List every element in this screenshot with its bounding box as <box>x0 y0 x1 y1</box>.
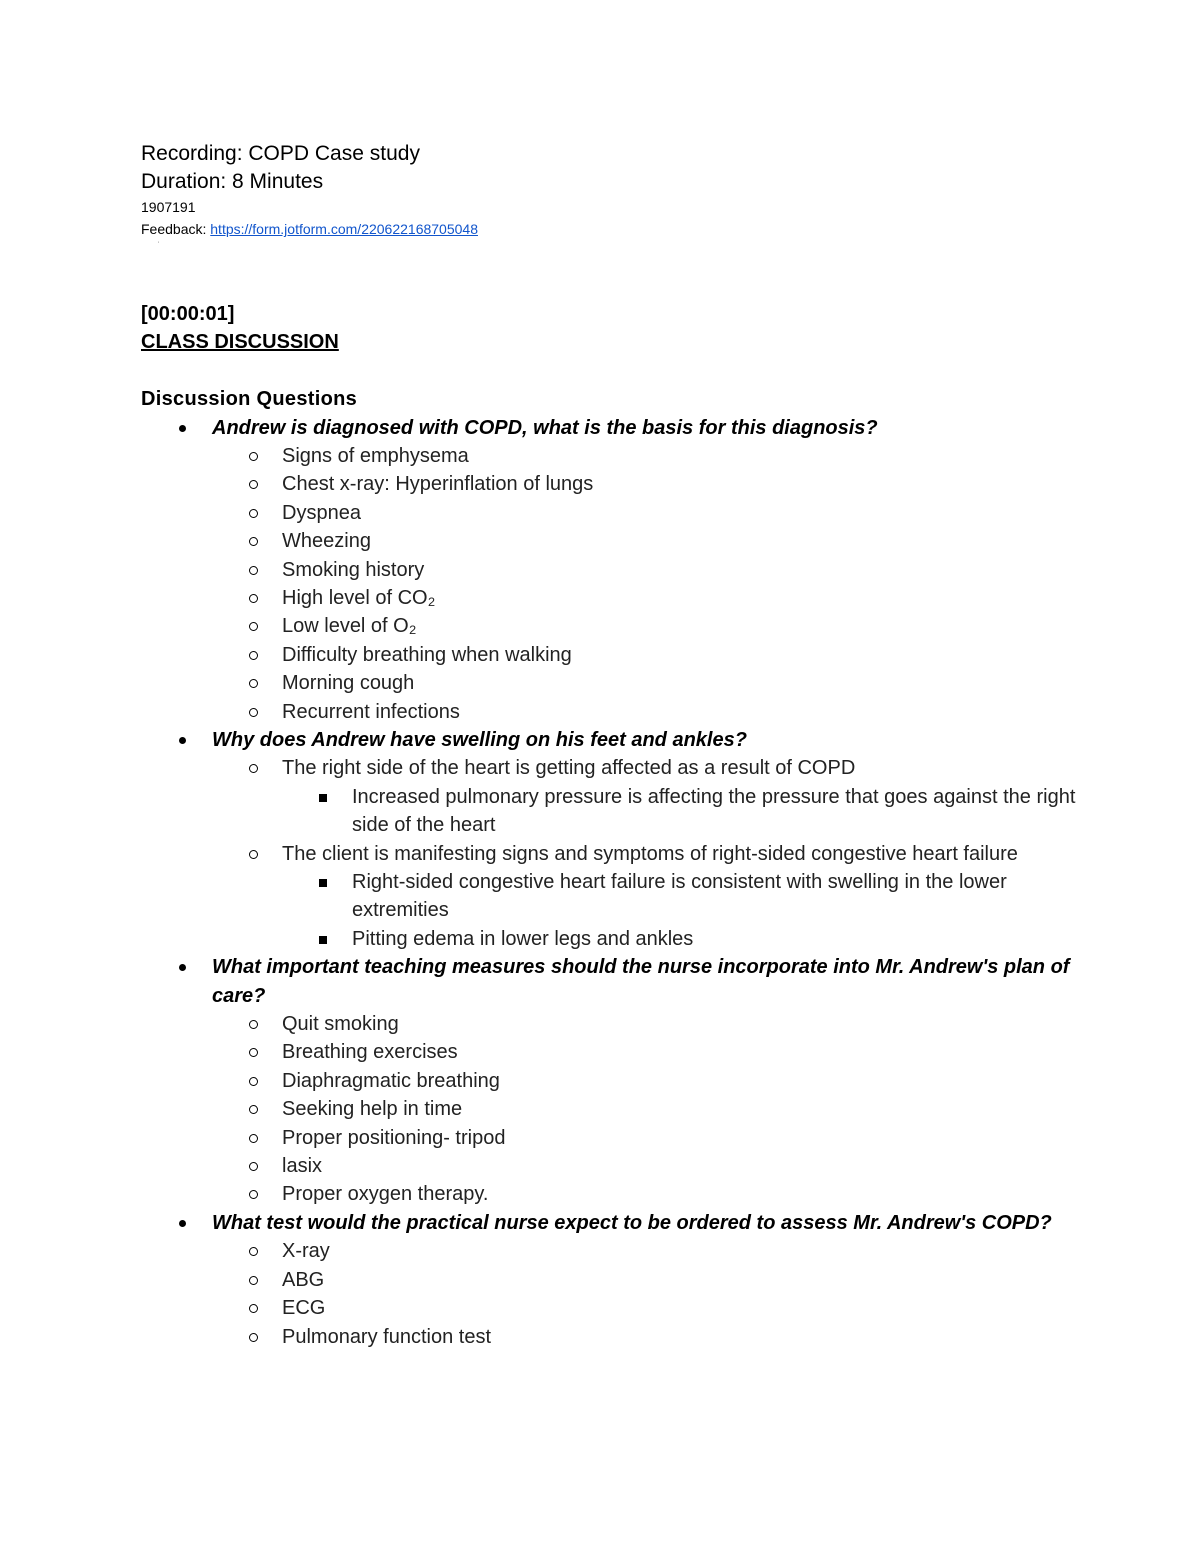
answer-item <box>212 612 1081 640</box>
answer-item <box>212 1237 1081 1265</box>
hollow-bullet-icon <box>249 480 258 489</box>
answer-item <box>212 669 1081 697</box>
feedback-label: Feedback: <box>141 221 211 237</box>
answer-list <box>212 1010 1081 1209</box>
filled-bullet-icon <box>179 737 186 744</box>
hollow-bullet-icon <box>249 708 258 717</box>
filled-bullet-icon <box>179 1220 186 1227</box>
answer-text: Pulmonary function test <box>282 1325 491 1348</box>
answer-text: X-ray <box>282 1240 330 1263</box>
answer-text: Seeking help in time <box>282 1098 463 1121</box>
answer-item <box>212 1323 1081 1351</box>
answer-item <box>212 1095 1081 1123</box>
feedback-link[interactable]: https://form.jotform.com/220622168705048 <box>210 221 478 237</box>
answer-text: Recurrent infections <box>282 700 460 723</box>
hollow-bullet-icon <box>249 1134 258 1143</box>
question-item <box>141 953 1081 1209</box>
hollow-bullet-icon <box>249 1020 258 1029</box>
answer-item <box>212 1067 1081 1095</box>
hollow-bullet-icon <box>249 1105 258 1114</box>
answer-list <box>212 442 1081 726</box>
answer-item <box>212 1266 1081 1294</box>
answer-list <box>212 754 1081 953</box>
hollow-bullet-icon <box>249 1304 258 1313</box>
sub-answer-text: Right-sided congestive heart failure is consistent with swelling in the lower extremities <box>352 871 1007 922</box>
answer-text: ABG <box>282 1268 325 1291</box>
answer-item <box>212 556 1081 584</box>
sub-answer-list <box>282 868 1081 953</box>
spacer <box>141 357 1081 385</box>
answer-text: Proper positioning- tripod <box>282 1126 506 1149</box>
question-text: What test would the practical nurse expect to be ordered to assess Mr. Andrew's COPD? <box>212 1211 1052 1234</box>
section-title: CLASS DISCUSSION <box>141 331 339 353</box>
answer-text: Difficulty breathing when walking <box>282 643 572 666</box>
sub-answer-item <box>282 925 1081 953</box>
timestamp: [00:00:01] <box>141 303 235 325</box>
answer-item <box>212 499 1081 527</box>
answer-item <box>212 1152 1081 1180</box>
answer-item <box>212 1124 1081 1152</box>
hollow-bullet-icon <box>249 1276 258 1285</box>
recording-title: Recording: COPD Case study <box>141 142 420 165</box>
answer-text: Wheezing <box>282 530 371 553</box>
feedback-line <box>141 218 1081 240</box>
hollow-bullet-icon <box>249 764 258 773</box>
sub-answer-item <box>282 868 1081 925</box>
answer-item <box>212 754 1081 839</box>
hollow-bullet-icon <box>249 452 258 461</box>
answer-text: Low level of O₂ <box>282 615 417 638</box>
answer-text: Smoking history <box>282 558 425 581</box>
answer-item <box>212 470 1081 498</box>
hollow-bullet-icon <box>249 1162 258 1171</box>
answer-item <box>212 442 1081 470</box>
answer-text: Signs of emphysema <box>282 444 469 467</box>
answer-list <box>212 1237 1081 1351</box>
hollow-bullet-icon <box>249 1247 258 1256</box>
answer-item <box>212 1038 1081 1066</box>
question-text: Andrew is diagnosed with COPD, what is the basis for this diagnosis? <box>212 416 878 439</box>
answer-text: Morning cough <box>282 672 415 695</box>
hollow-bullet-icon <box>249 1190 258 1199</box>
answer-text: Dyspnea <box>282 501 361 524</box>
answer-item <box>212 584 1081 612</box>
hollow-bullet-icon <box>249 509 258 518</box>
answer-item <box>212 1010 1081 1038</box>
duration-line: Duration: 8 Minutes <box>141 170 324 193</box>
answer-text: Chest x-ray: Hyperinflation of lungs <box>282 473 594 496</box>
hollow-bullet-icon <box>249 1048 258 1057</box>
question-item <box>141 414 1081 726</box>
hollow-bullet-icon <box>249 566 258 575</box>
record-id: 1907191 <box>141 199 196 215</box>
hollow-bullet-icon <box>249 850 258 859</box>
question-item <box>141 726 1081 953</box>
cursor-mark: ˈ <box>157 241 161 252</box>
answer-text: The right side of the heart is getting affected as a result of COPD <box>282 757 856 780</box>
answer-item <box>212 1294 1081 1322</box>
question-text: Why does Andrew have swelling on his feet and ankles? <box>212 728 747 751</box>
hollow-bullet-icon <box>249 651 258 660</box>
answer-text: lasix <box>282 1155 323 1178</box>
answer-text: Quit smoking <box>282 1013 399 1036</box>
answer-text: Diaphragmatic breathing <box>282 1069 500 1092</box>
hollow-bullet-icon <box>249 1333 258 1342</box>
hollow-bullet-icon <box>249 622 258 631</box>
answer-text: Proper oxygen therapy. <box>282 1183 489 1206</box>
answer-item <box>212 641 1081 669</box>
discussion-heading: Discussion Questions <box>141 388 358 410</box>
hollow-bullet-icon <box>249 679 258 688</box>
hollow-bullet-icon <box>249 537 258 546</box>
question-item <box>141 1209 1081 1351</box>
sub-answer-list <box>282 783 1081 840</box>
question-text: What important teaching measures should the nurse incorporate into Mr. Andrew's plan of care? <box>212 956 1070 1007</box>
answer-text: The client is manifesting signs and symptoms of right-sided congestive heart failure <box>282 842 1018 865</box>
answer-item <box>212 527 1081 555</box>
answer-item <box>212 698 1081 726</box>
document-page <box>141 140 1081 1351</box>
square-bullet-icon <box>319 879 327 887</box>
sub-answer-text: Pitting edema in lower legs and ankles <box>352 927 694 950</box>
sub-answer-text: Increased pulmonary pressure is affecting the pressure that goes against the right side of the heart <box>352 785 1076 837</box>
answer-item <box>212 1180 1081 1208</box>
hollow-bullet-icon <box>249 594 258 603</box>
filled-bullet-icon <box>179 964 186 971</box>
spacer <box>141 254 1081 300</box>
hollow-bullet-icon <box>249 1077 258 1086</box>
square-bullet-icon <box>319 794 327 802</box>
questions-list <box>141 414 1081 1351</box>
filled-bullet-icon <box>179 425 186 432</box>
answer-text: High level of CO₂ <box>282 586 436 609</box>
sub-answer-item <box>282 783 1081 840</box>
answer-text: ECG <box>282 1297 326 1320</box>
answer-item <box>212 840 1081 954</box>
square-bullet-icon <box>319 936 327 944</box>
answer-text: Breathing exercises <box>282 1041 458 1064</box>
